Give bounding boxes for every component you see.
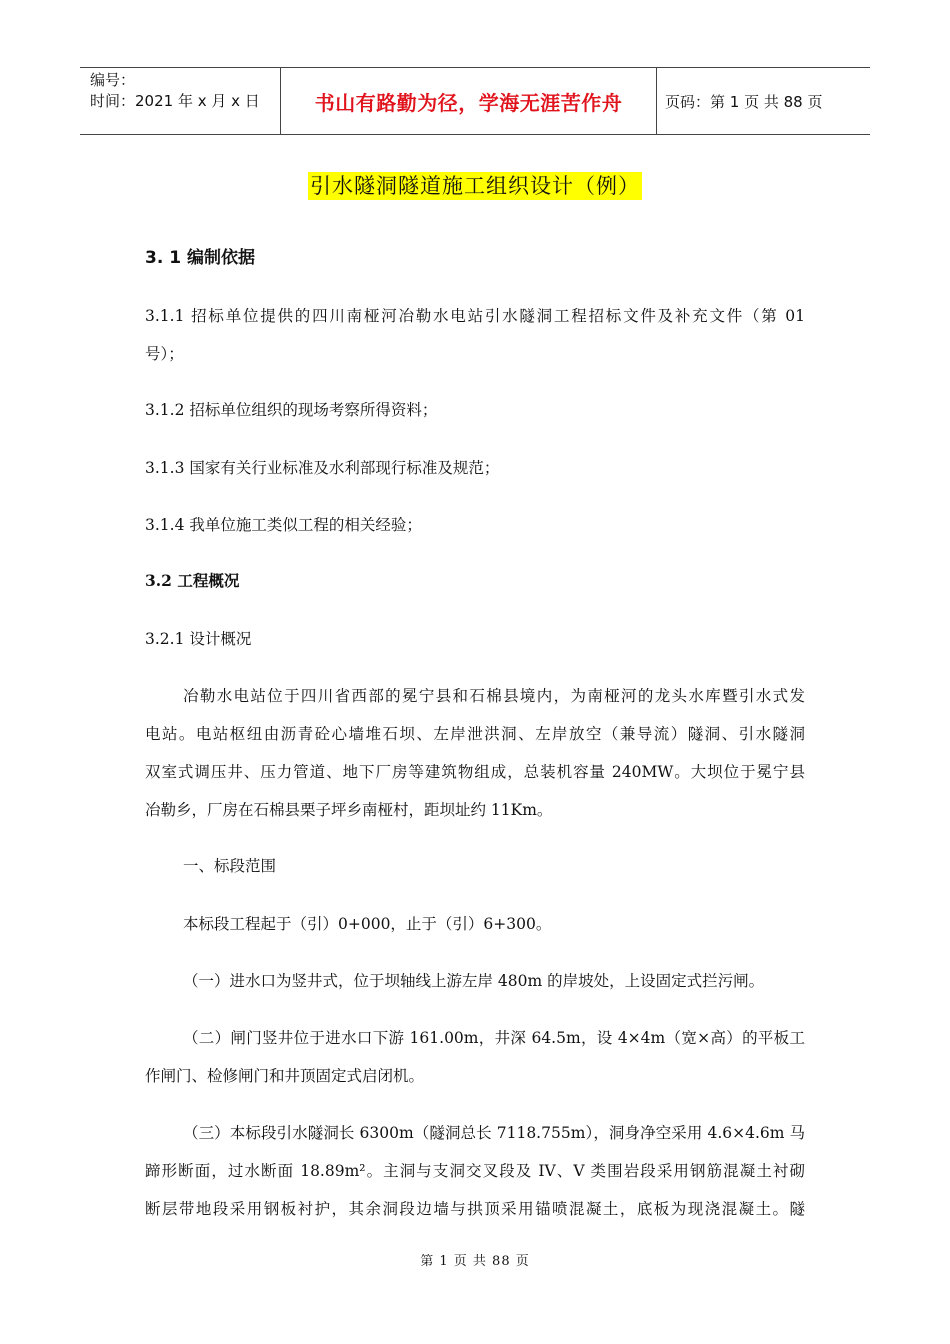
document-header	[80, 67, 870, 135]
item-b-line1: （二）闸门竖井位于进水口下游 161.00m，井深 64.5m，设 4×4m（宽×高）的平板工	[183, 1029, 805, 1047]
item-c-line1: （三）本标段引水隧洞长 6300m（隧洞总长 7118.755m），洞身净空采用 4.6×4.6m 马	[183, 1124, 805, 1142]
document-title: 引水隧洞隧道施工组织设计（例）	[310, 174, 640, 198]
scope-heading: 一、标段范围	[183, 857, 277, 875]
scope-text: 本标段工程起于（引）0+000，止于（引）6+300。	[183, 915, 552, 933]
item-a: （一）进水口为竖井式，位于坝轴线上游左岸 480m 的岸坡处，上设固定式拦污闸。	[183, 972, 765, 990]
section-heading-3-2: 3.2 工程概况	[145, 571, 240, 590]
page-footer: 第 1 页 共 88 页	[420, 1254, 530, 1269]
section-heading-3-1: 3. 1 编制依据	[145, 248, 255, 268]
item-3-1-4: 3.1.4 我单位施工类似工程的相关经验；	[145, 516, 422, 534]
item-c-line2: 蹄形断面，过水断面 18.89m²。主洞与支洞交叉段及 IV、V 类围岩段采用钢筋混凝土衬砌	[145, 1162, 805, 1180]
para1-line4: 冶勒乡，厂房在石棉县栗子坪乡南桠村，距坝址约 11Km。	[145, 801, 553, 819]
item-b-line2: 作闸门、检修闸门和井顶固定式启闭机。	[145, 1067, 425, 1085]
para1-line3: 双室式调压井、压力管道、地下厂房等建筑物组成，总装机容量 240MW。大坝位于冕宁县	[145, 763, 805, 781]
item-c-line3: 断层带地段采用钢板衬护，其余洞段边墙与拱顶采用锚喷混凝土，底板为现浇混凝土。隧	[145, 1200, 805, 1218]
item-3-1-1-line1: 3.1.1 招标单位提供的四川南桠河冶勒水电站引水隧洞工程招标文件及补充文件（第 01	[145, 307, 805, 325]
item-3-1-3: 3.1.3 国家有关行业标准及水利部现行标准及规范；	[145, 459, 500, 477]
subsection-3-2-1: 3.2.1 设计概况	[145, 630, 252, 648]
para1-line1: 冶勒水电站位于四川省西部的冕宁县和石棉县境内，为南桠河的龙头水库暨引水式发	[183, 687, 805, 705]
header-date: 时间：2021 年 x 月 x 日	[90, 92, 260, 110]
item-3-1-2: 3.1.2 招标单位组织的现场考察所得资料；	[145, 401, 438, 419]
header-page-number: 页码：第 1 页 共 88 页	[665, 92, 823, 111]
header-number: 编号：	[90, 71, 136, 89]
header-motto: 书山有路勤为径，学海无涯苦作舟	[281, 68, 657, 134]
header-meta	[80, 68, 281, 134]
para1-line2: 电站。电站枢纽由沥青砼心墙堆石坝、左岸泄洪洞、左岸放空（兼导流）隧洞、引水隧洞	[145, 725, 805, 743]
document-title-wrap	[0, 170, 950, 200]
item-3-1-1-line2: 号）；	[145, 345, 184, 363]
